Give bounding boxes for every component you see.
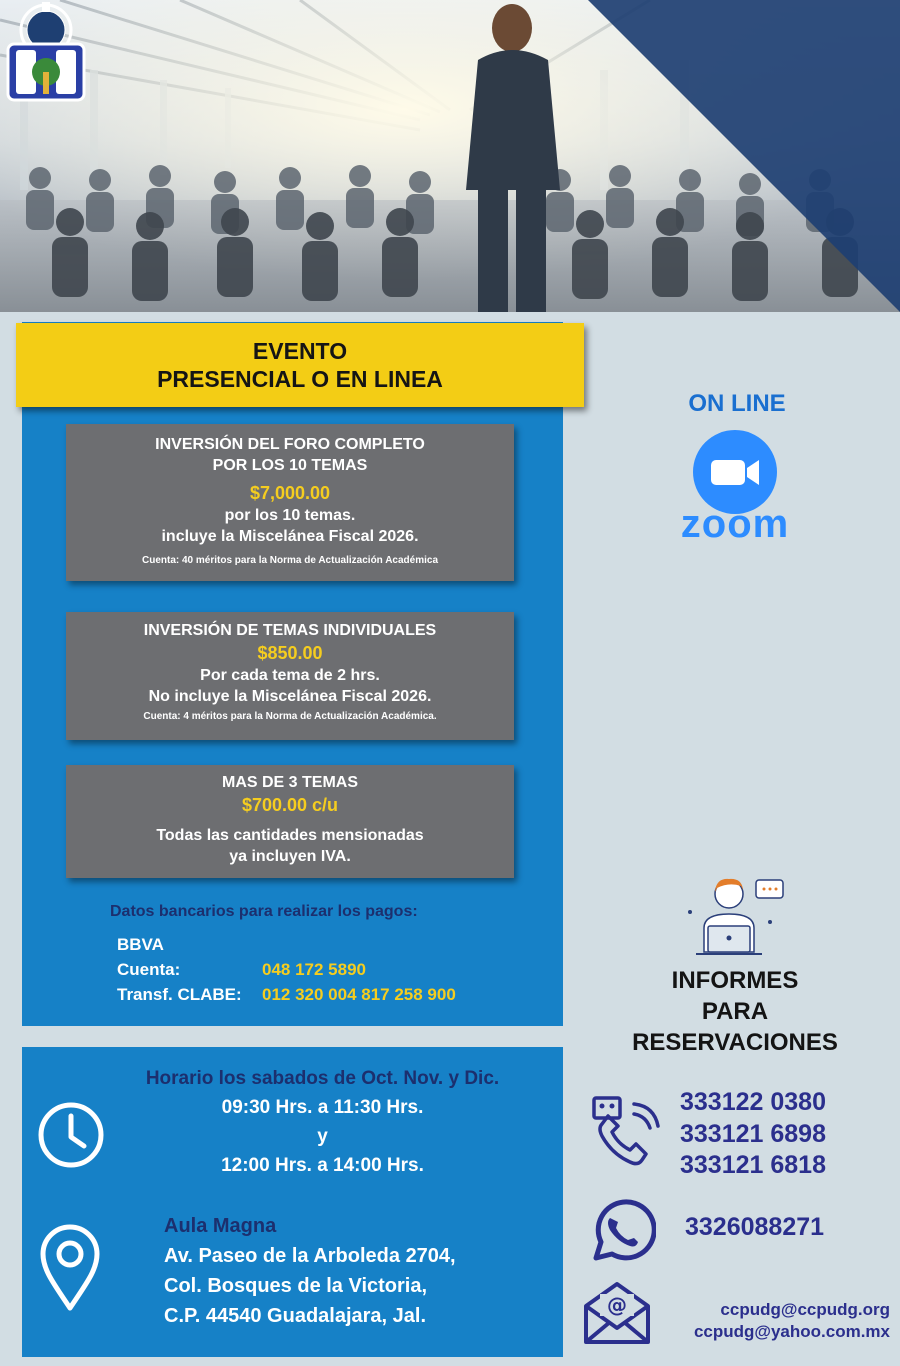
account-value: 048 172 5890 xyxy=(262,960,366,979)
email-address-2[interactable]: ccpudg@yahoo.com.mx xyxy=(693,1322,890,1341)
card-heading: POR LOS 10 TEMAS xyxy=(212,457,368,474)
schedule-slot2: 12:00 Hrs. a 14:00 Hrs. xyxy=(221,1155,424,1176)
card-text: ya incluyen IVA. xyxy=(229,848,351,865)
event-title-banner xyxy=(16,323,584,407)
card-text: Por cada tema de 2 hrs. xyxy=(200,667,380,684)
email-icon xyxy=(582,1276,652,1346)
price-card-multi xyxy=(66,765,514,878)
online-label: ON LINE xyxy=(688,390,786,417)
informes-line2: PARA xyxy=(701,998,769,1025)
card-price: $850.00 xyxy=(257,643,323,663)
phone-number-2[interactable]: 333121 6898 xyxy=(680,1120,826,1148)
ccp-udg-logo xyxy=(0,0,92,110)
price-card-full-forum xyxy=(66,424,514,581)
svg-text:@: @ xyxy=(607,1293,627,1317)
card-text: Todas las cantidades mensionadas xyxy=(156,827,424,844)
card-text: No incluye la Miscelánea Fiscal 2026. xyxy=(148,688,432,705)
address-line2: Col. Bosques de la Victoria, xyxy=(164,1275,428,1297)
price-card-individual xyxy=(66,612,514,740)
phone-number-3[interactable]: 333121 6818 xyxy=(680,1151,826,1179)
email-address-1[interactable]: ccpudg@ccpudg.org xyxy=(720,1300,890,1319)
phone-icon xyxy=(588,1094,662,1168)
schedule-title: Horario los sabados de Oct. Nov. y Dic. xyxy=(145,1068,500,1089)
card-price: $7,000.00 xyxy=(249,483,331,503)
account-label: Cuenta: xyxy=(117,960,181,979)
whatsapp-icon xyxy=(586,1196,656,1266)
informes-heading xyxy=(600,965,870,1058)
schedule-connector: y xyxy=(317,1126,328,1147)
bank-title: Datos bancarios para realizar los pagos: xyxy=(110,903,418,920)
informes-line3: RESERVACIONES xyxy=(632,1029,838,1056)
address-line1: Av. Paseo de la Arboleda 2704, xyxy=(164,1245,456,1267)
clabe-label: Transf. CLABE: xyxy=(117,985,242,1004)
whatsapp-number[interactable]: 3326088271 xyxy=(685,1213,825,1241)
support-agent-icon xyxy=(684,872,788,958)
venue-name: Aula Magna xyxy=(164,1215,277,1237)
event-title-line2: PRESENCIAL O EN LINEA xyxy=(157,366,443,392)
card-price: $700.00 c/u xyxy=(241,795,339,815)
card-text: incluye la Miscelánea Fiscal 2026. xyxy=(161,528,419,545)
hero-corner-navy-triangle xyxy=(588,0,900,312)
card-note: Cuenta: 40 méritos para la Norma de Actualización Académica xyxy=(141,555,439,566)
informes-line1: INFORMES xyxy=(671,967,799,994)
card-heading: INVERSIÓN DEL FORO COMPLETO xyxy=(155,436,425,453)
card-text: por los 10 temas. xyxy=(224,507,356,524)
clabe-value: 012 320 004 817 258 900 xyxy=(262,985,456,1004)
hero-conference-photo xyxy=(0,0,900,312)
phone-number-1[interactable]: 333122 0380 xyxy=(680,1088,826,1116)
location-pin-icon xyxy=(38,1222,102,1312)
card-note: Cuenta: 4 méritos para la Norma de Actualización Académica. xyxy=(143,711,437,722)
address-line3: C.P. 44540 Guadalajara, Jal. xyxy=(164,1305,427,1327)
schedule-slot1: 09:30 Hrs. a 11:30 Hrs. xyxy=(221,1097,424,1118)
card-heading: INVERSIÓN DE TEMAS INDIVIDUALES xyxy=(143,622,437,639)
zoom-wordmark: zoom xyxy=(680,502,790,546)
card-heading: MAS DE 3 TEMAS xyxy=(221,774,358,791)
event-title-line1: EVENTO xyxy=(252,338,348,364)
bank-name: BBVA xyxy=(117,935,164,954)
